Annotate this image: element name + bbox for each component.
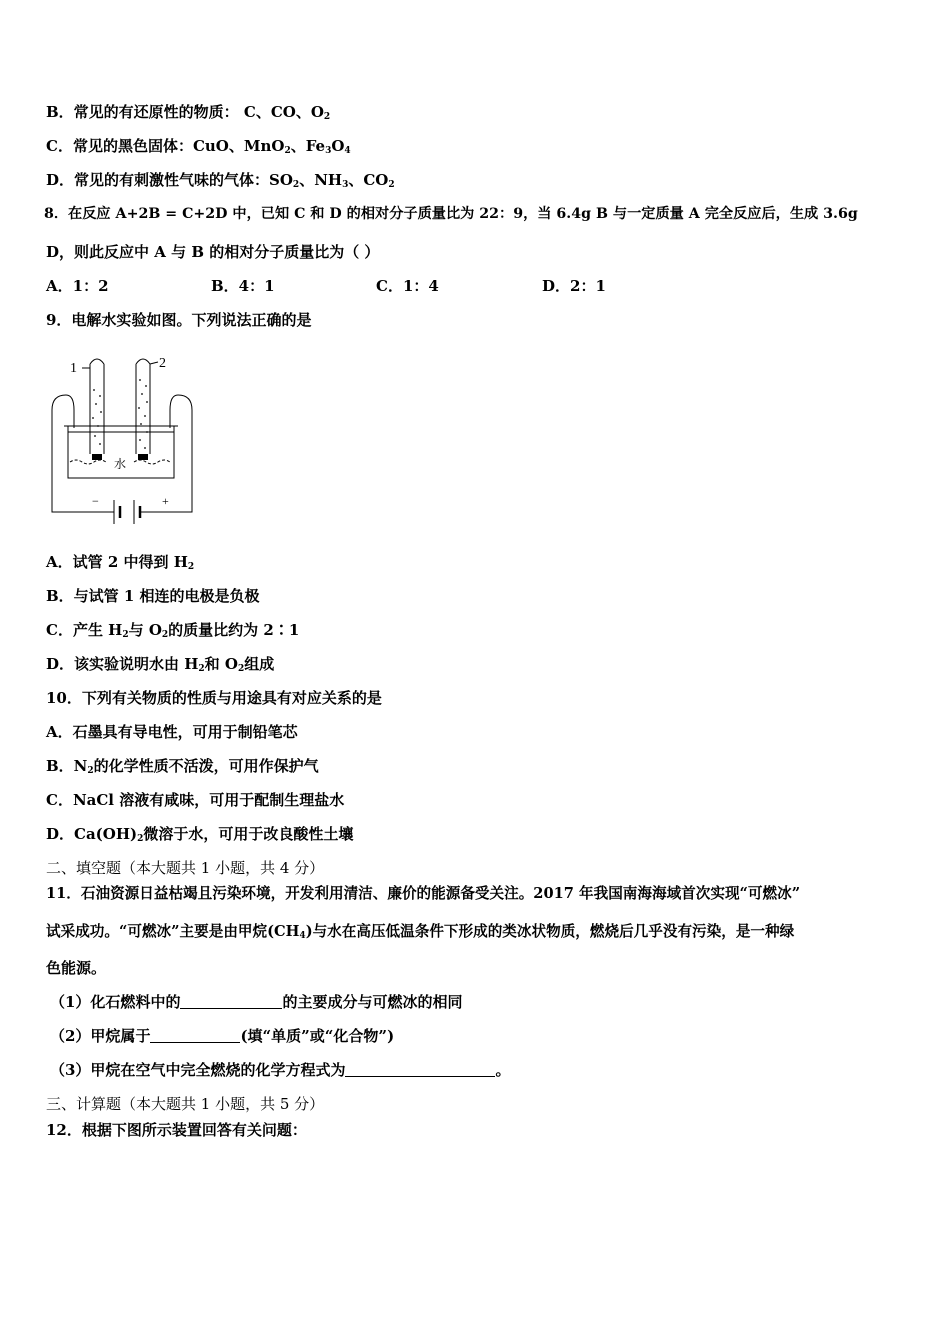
q8-options: [46, 276, 686, 296]
q8-stem-line2: D，则此反应中 A 与 B 的相对分子质量比为（ ）: [46, 243, 380, 261]
q11-part-1-blank[interactable]: [180, 994, 282, 1009]
q10-stem: 10．下列有关物质的性质与用途具有对应关系的是: [46, 689, 382, 707]
test-tube-1: [90, 359, 104, 454]
q8-option-a: A．1：2: [46, 277, 109, 295]
section-3-heading: 三、计算题（本大题共 1 小题，共 5 分）: [46, 1095, 325, 1113]
q11-part-1: （1）化石燃料中的 的主要成分与可燃冰的相同: [50, 993, 463, 1011]
electrode-right: [138, 454, 148, 460]
q7-option-d: D．常见的有刺激性气味的气体：$SO_2$、$NH_3$、$CO_2$: [46, 171, 395, 190]
q11-stem-line3: 色能源。: [46, 959, 107, 977]
q11-part-3: （3）甲烷在空气中完全燃烧的化学方程式为 。: [50, 1061, 511, 1079]
q11-stem-line1: 11．石油资源日益枯竭且污染环境，开发利用清洁、廉价的能源备受关注。2017 年我国南海海域首次实现“可燃冰”: [46, 885, 801, 902]
q7-option-b: B．常见的有还原性的物质： C、CO、$O_2$: [46, 103, 331, 122]
q9-stem: 9．电解水实验如图。下列说法正确的是: [46, 311, 312, 329]
q11-part-2-blank[interactable]: [150, 1028, 240, 1043]
q10-option-d: D．$Ca(OH)_2$微溶于水，可用于改良酸性土壤: [46, 825, 354, 844]
q10-option-b: B．$N_2$的化学性质不活泼，可用作保护气: [46, 757, 319, 776]
minus-label: −: [92, 494, 99, 508]
q9-option-d: D．该实验说明水由 $H_2$和 $O_2$组成: [46, 655, 275, 674]
q8-stem-line1: 8．在反应 A+2B = C+2D 中，已知 C 和 D 的相对分子质量比为 22：9，当 6.4g B 与一定质量 A 完全反应后，生成 3.6g: [44, 206, 858, 222]
q11-stem-line2: 试采成功。“可燃冰”主要是由甲烷$(CH_4)$与水在高压低温条件下形成的类冰状物质，燃烧后几乎没有污染，是一种绿: [46, 923, 795, 941]
electrode-left: [92, 454, 102, 460]
water-label: 水: [114, 457, 127, 471]
q9-option-b: B．与试管 1 相连的电极是负极: [46, 587, 260, 605]
q8-option-d: D．2：1: [542, 277, 606, 295]
section-2-heading: 二、填空题（本大题共 1 小题，共 4 分）: [46, 859, 325, 877]
electrolysis-diagram: [46, 350, 206, 535]
q11-part-3-blank[interactable]: [345, 1062, 495, 1077]
q10-option-a: A．石墨具有导电性，可用于制铅笔芯: [46, 723, 298, 741]
wire-left: [52, 395, 114, 512]
test-tube-2: [136, 359, 150, 454]
q8-option-c: C．1：4: [376, 277, 439, 295]
q9-option-c: C．产生 $H_2$与 $O_2$的质量比约为 2∶1: [46, 621, 300, 640]
tube-label-2: 2: [159, 356, 166, 371]
q8-option-b: B．4：1: [211, 277, 275, 295]
q12-stem: 12．根据下图所示装置回答有关问题：: [46, 1121, 307, 1139]
tube-label-1: 1: [70, 361, 77, 376]
q9-option-a: A．试管 2 中得到 $H_2$: [46, 553, 195, 572]
q7-option-c: C．常见的黑色固体：CuO、MnO$_2$、$Fe_3O_4$: [46, 137, 351, 156]
q10-option-c: C．NaCl 溶液有咸味，可用于配制生理盐水: [46, 791, 345, 809]
q11-part-2: （2）甲烷属于 (填“单质”或“化合物”): [50, 1027, 395, 1045]
plus-label: +: [162, 494, 169, 508]
